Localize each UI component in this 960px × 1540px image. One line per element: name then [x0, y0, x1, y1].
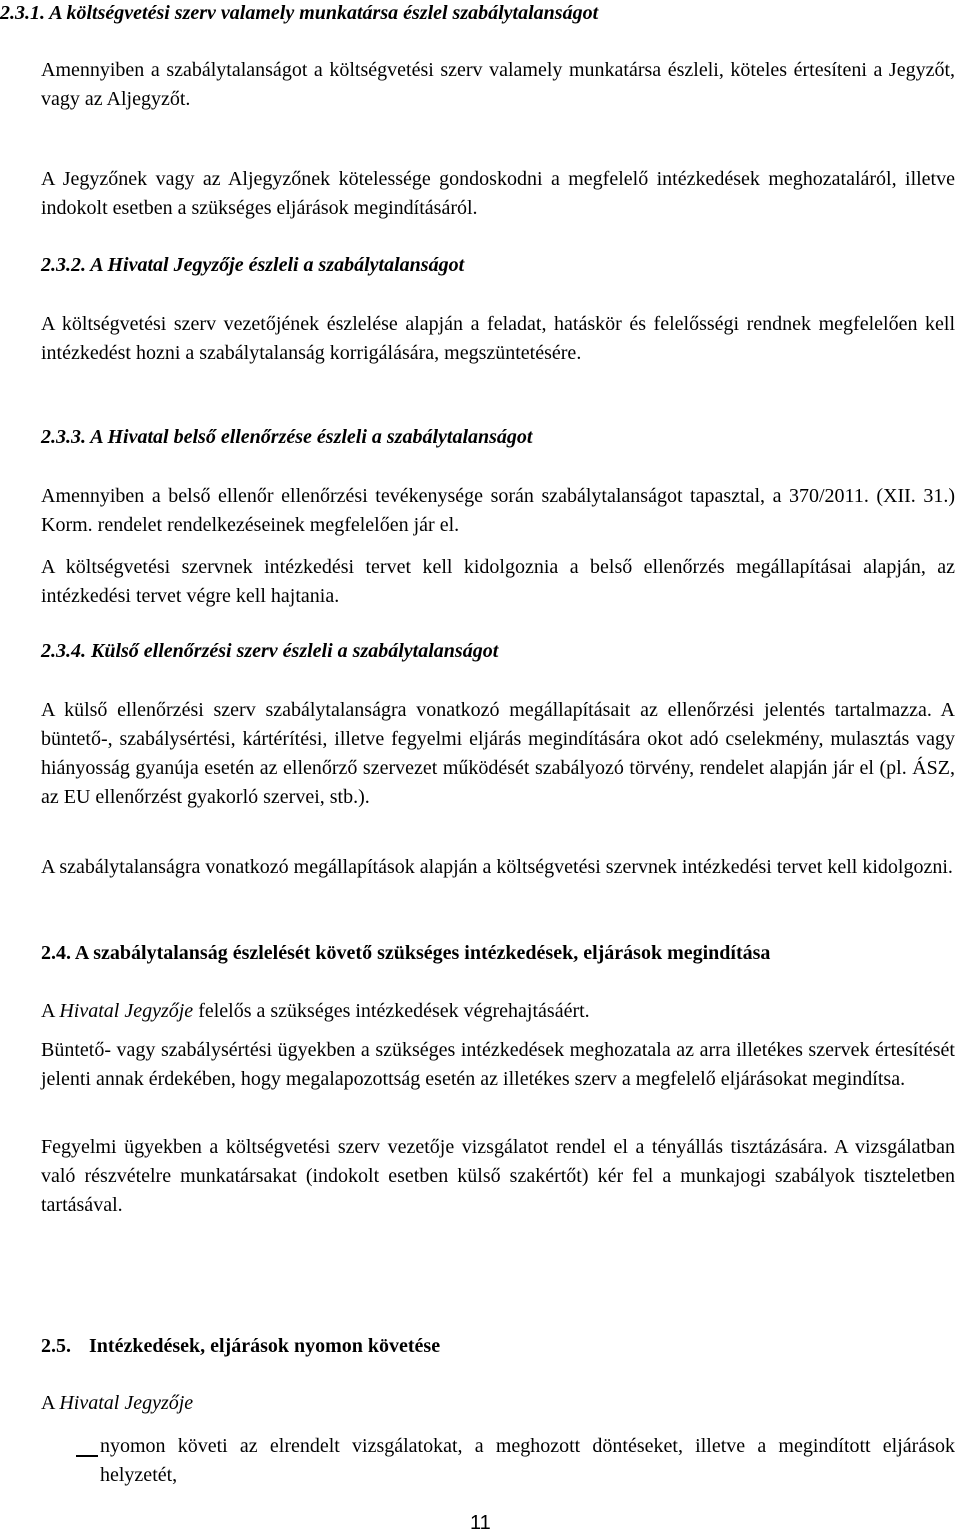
bullet-item: nyomon követi az elrendelt vizsgálatokat, a meghozott döntéseket, illetve a megindított eljárások helyzetét, [100, 1435, 955, 1486]
section-2-3-4-paragraph-1: A külső ellenőrzési szerv szabálytalanságra vonatkozó megállapításait az ellenőrzési jelentés tartalmazza. A büntető-, szabálysértési, kártérítési, illetve fegyelmi eljárás megindítására okot adó cselekmény, mulasztás vagy hiányosság gyanúja esetén az ellenőrző szervezet működését szabályozó törvény, rendelet alapján jár el (pl. ÁSZ, az EU ellenőrzést gyakorló szervei, stb.). [41, 699, 955, 808]
section-2-3-3-paragraph-2: A költségvetési szervnek intézkedési tervet kell kidolgoznia a belső ellenőrzés megállapításai alapján, az intézkedési tervet végre kell hajtania. [41, 556, 955, 607]
section-2-4-paragraph-1 [41, 997, 955, 1026]
section-2-3-4-title: 2.3.4. Külső ellenőrzési szerv észleli a szabálytalanságot [41, 640, 499, 662]
paragraph-suffix: felelős a szükséges intézkedések végrehajtásáért. [193, 1000, 590, 1022]
hivatal-jegyzoje-emphasis: Hivatal Jegyzője [59, 1000, 194, 1022]
section-2-3-2-paragraph-1: A költségvetési szerv vezetőjének észlelése alapján a feladat, hatáskör és felelősségi rendnek megfelelően kell intézkedést hozni a szabálytalanság korrigálására, megszüntetésére. [41, 313, 955, 364]
paragraph-prefix: A [41, 1000, 60, 1022]
section-2-5-number: 2.5. [41, 1335, 71, 1357]
page-number: 11 [470, 1512, 491, 1534]
section-2-3-1-paragraph-2: A Jegyzőnek vagy az Aljegyzőnek kötelessége gondoskodni a megfelelő intézkedések meghozataláról, illetve indokolt esetben a szükséges eljárások megindításáról. [41, 168, 955, 219]
hivatal-jegyzoje-emphasis: Hivatal Jegyzője [59, 1392, 194, 1414]
section-2-3-3-paragraph-1: Amennyiben a belső ellenőr ellenőrzési tevékenysége során szabálytalanságot tapasztal, a 370/2011. (XII. 31.) Korm. rendelet rendelkezéseinek megfelelően jár el. [41, 485, 955, 536]
section-2-4-paragraph-3: Fegyelmi ügyekben a költségvetési szerv vezetője vizsgálatot rendel el a tényállás tisztázására. A vizsgálatban való részvételre munkatársakat (indokolt esetben külső szakértőt) kér fel a munkajogi szabályok tiszteletben tartásával. [41, 1136, 955, 1216]
section-2-5-title-text: Intézkedések, eljárások nyomon követése [89, 1335, 441, 1357]
section-2-5-title [41, 1333, 440, 1359]
section-2-3-1-title: 2.3.1. A költségvetési szerv valamely munkatársa észlel szabálytalanságot [0, 2, 599, 24]
section-2-4-paragraph-2: Büntető- vagy szabálysértési ügyekben a szükséges intézkedések meghozatala az arra illetékes szervek értesítését jelenti annak érdekében, hogy megalapozottság esetén az illetékes szerv a megfelelő eljárásokat megindítsa. [41, 1039, 955, 1090]
section-2-3-2-title: 2.3.2. A Hivatal Jegyzője észleli a szabálytalanságot [41, 254, 465, 276]
section-2-3-1-paragraph-1: Amennyiben a szabálytalanságot a költségvetési szerv valamely munkatársa észleli, köteles értesíteni a Jegyzőt, vagy az Aljegyzőt. [41, 59, 955, 110]
section-2-3-4-paragraph-2: A szabálytalanságra vonatkozó megállapítások alapján a költségvetési szervnek intézkedési tervet kell kidolgozni. [41, 856, 953, 878]
dash-bullet-icon [76, 1446, 102, 1469]
paragraph-prefix: A [41, 1392, 60, 1414]
section-2-4-title: 2.4. A szabálytalanság észlelését követő szükséges intézkedések, eljárások megindítása [41, 942, 771, 964]
section-2-5-paragraph-1 [41, 1389, 955, 1418]
section-2-3-3-title: 2.3.3. A Hivatal belső ellenőrzése észleli a szabálytalanságot [41, 426, 533, 448]
